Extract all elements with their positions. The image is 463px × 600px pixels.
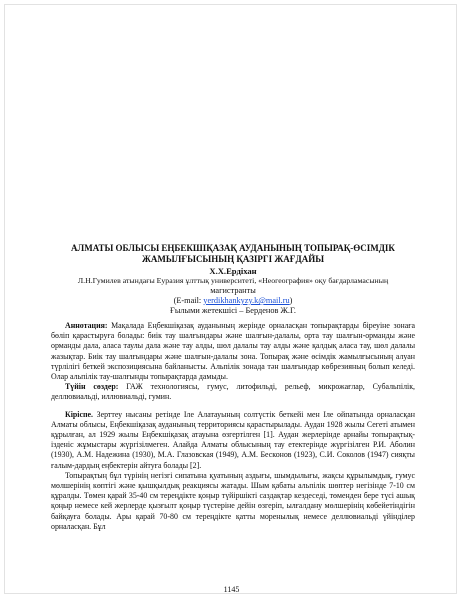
affiliation-line-1: Л.Н.Гумилев атындағы Еуразия ұлттық университеті, «Неогеография» оқу бағдарламасының xyxy=(77,276,389,285)
email-link[interactable]: yerdikhankyzy.k@mail.ru xyxy=(203,296,290,305)
page-number: 1145 xyxy=(223,585,240,594)
title-line-2: ЖАМЫЛҒЫСЫНЫҢ ҚАЗІРГІ ЖАҒДАЙЫ xyxy=(141,254,325,264)
keywords-label: Түйін сөздер: xyxy=(65,382,119,392)
introduction-text: Зерттеу нысаны ретінде Іле Алатауының солтүстік беткейі мен Іле ойпатында орналасқан Алматы облысы, Еңбекшіқазақ ауданының территориясы қарастырылады. Аудан 1928 жылы Сегеті атымен құрылған, ал 1929 жылы Еңбекшіқазақ атауына өзгертілген [1]. Аудан жерлерінде арнайы топырақтық-ізденіс жұмыстары жүргізілмеген. Алайда Алматы облысының тау етектерінде жүргізілген Р.И. Аболин (1930), А.М. Надежина (1930), М.А. Глазовская (1949), А.М. Бесконов (1923), С.И. Соколов (1947) сияқты ғалым-дардың еңбектерін айтуға болады [2]. xyxy=(51,409,415,470)
soil-description-paragraph: Топырақтың бұл түрінің негізгі сипатына қуатының аздығы, шымдылығы, жақсы құрылымдық, гумус мөлшерінің көптігі және қышқылдық реакциясы жатады. Шым қабаты альпілік шөптер негізінде 7-10 см құралды. Төмен қарай 35-40 см тереңдікте қоңыр түйіршікті саздақтар кездеседі, төменден бере түсі ашық қоңыр немесе кей жерлерде қызғылт қоңыр түстеріне дейін өзгеріп, ылғалдану мөлшерінің көбейетіндігін байқауға болады. Ары қарай 70-80 см тереңдікте қатты моренылық немесе деллювиальді үйінділер орналасқан. Бұл xyxy=(51,470,415,531)
abstract-text: Мақалада Еңбекшіқазақ ауданының жерінде орналасқан топырақтарды біреуіне зонаға бөліп қарастыруға болады: биік тау шалғындары және шалғын-далалы, орта тау шалғын-орманды және орманды дала, аласа таулы дала және тау алды, шөл далалы тау алды және қалдық аласа тау, шөл далалы жазықтар. Биік тау шалғындары және шалғын-далалы зона. Топырақ және өсімдік жамылғысының алуан түрлілігі беткей экспозициясына байланысты. Альпілік зонада тән шалғындар көбрезияның болып келеді. Олар альпілік тау-шалғынды топырақтарда дамыды. xyxy=(51,321,415,382)
introduction-label: Кіріспе. xyxy=(65,409,94,419)
keywords-text: ГАЖ технологиясы, гумус, литофильді, рельеф, микрожағлар, Субальпілік, деллювиальді, иллювиальді, гумин. xyxy=(51,382,416,402)
keywords-paragraph xyxy=(51,382,415,402)
supervisor-line: Ғылыми жетекшісі – Берденов Ж.Г. xyxy=(170,306,296,315)
article-title xyxy=(51,243,415,265)
author-name: Х.Х.Ердіхан xyxy=(209,266,257,276)
article-body xyxy=(51,243,415,532)
email-prefix: (E-mail: xyxy=(173,296,204,305)
title-line-1: АЛМАТЫ ОБЛЫСЫ ЕҢБЕКШІҚАЗАҚ АУДАНЫНЫҢ ТОПЫРАҚ-ӨСІМДІК xyxy=(71,243,395,253)
email-suffix: ) xyxy=(289,296,293,305)
email-line xyxy=(51,296,415,306)
abstract-paragraph xyxy=(51,321,415,382)
abstract-label: Аннотация: xyxy=(65,321,108,330)
introduction-paragraph xyxy=(51,410,415,471)
affiliation-line-2: магистранты xyxy=(210,286,256,295)
